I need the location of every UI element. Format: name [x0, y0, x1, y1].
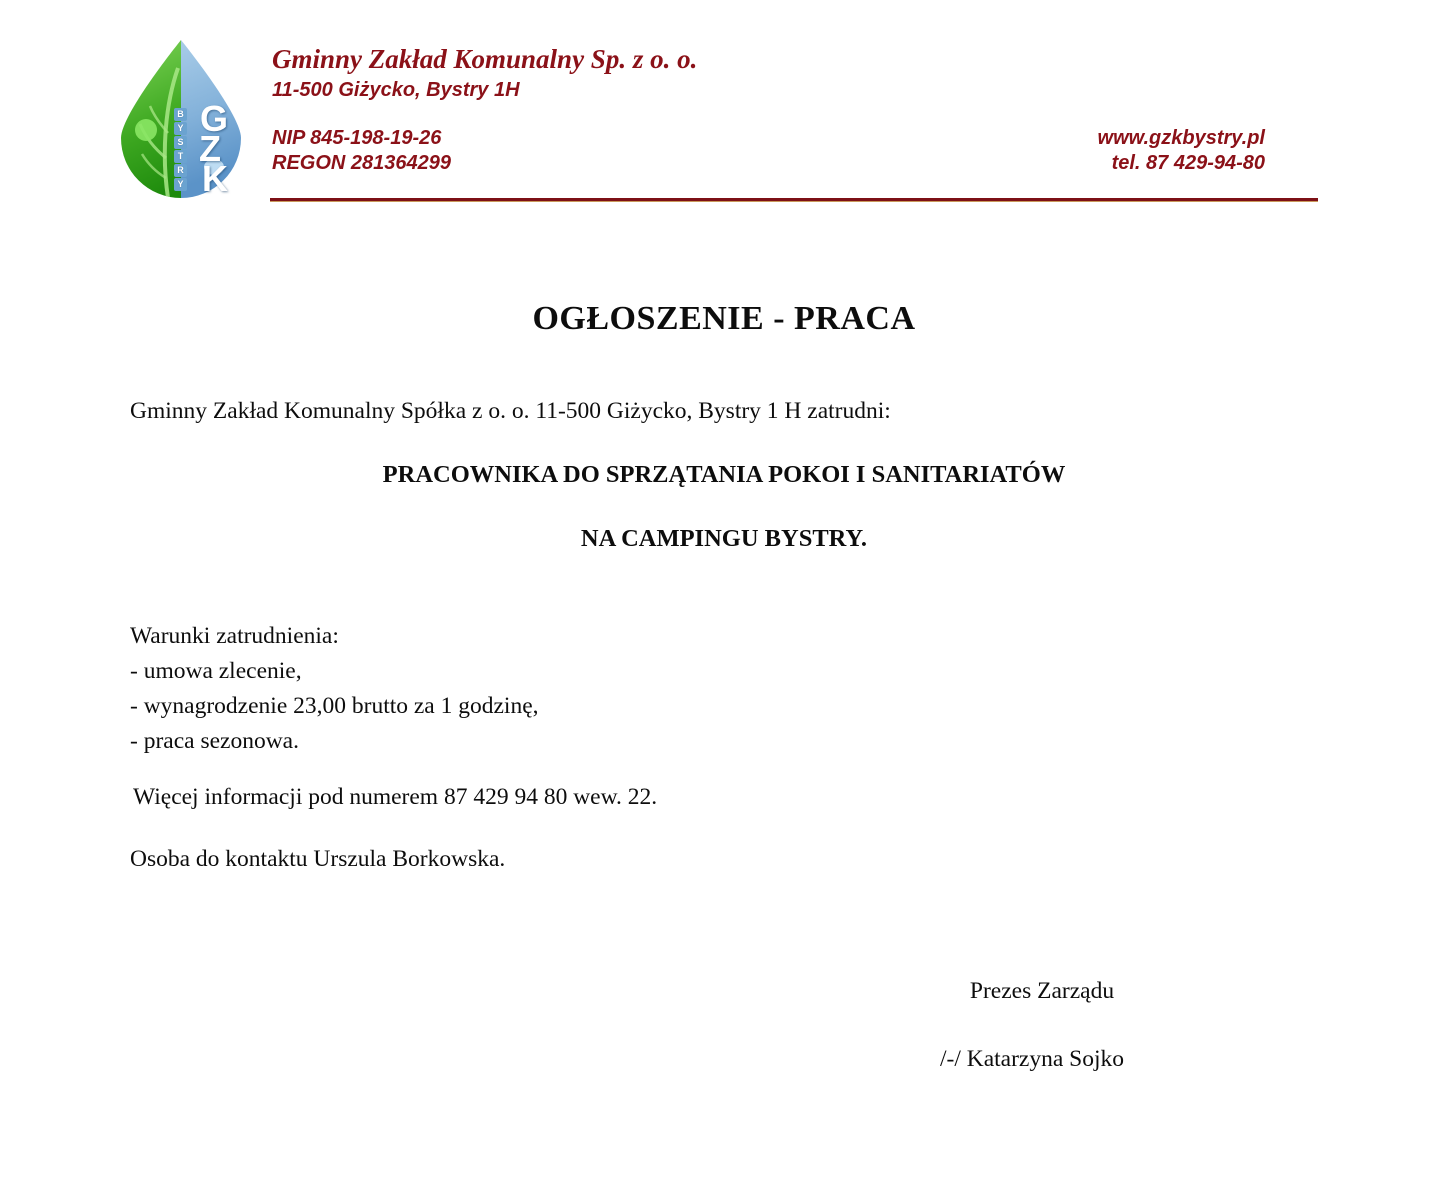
company-phone: tel. 87 429-94-80 [1111, 152, 1265, 174]
signature-title: Prezes Zarządu [969, 978, 1115, 1004]
contact-person: Osoba do kontaktu Urszula Borkowska. [130, 846, 506, 872]
letterhead-divider [270, 198, 1318, 202]
employment-conditions [130, 619, 539, 759]
logo-letters: G Z K [199, 98, 228, 199]
condition-item: - praca sezonowa. [130, 728, 299, 754]
page-title: OGŁOSZENIE - PRACA [532, 300, 916, 337]
position-title-line1: PRACOWNIKA DO SPRZĄTANIA POKOI I SANITARIATÓW [382, 461, 1066, 488]
position-title-line2: NA CAMPINGU BYSTRY. [580, 525, 868, 552]
signature-name: /-/ Katarzyna Sojko [939, 1046, 1125, 1072]
company-nip: NIP 845-198-19-26 [272, 127, 442, 149]
company-ids [272, 126, 451, 176]
letterhead [272, 44, 697, 102]
logo-vertical-text: B Y S T R Y [174, 108, 187, 191]
intro-paragraph: Gminny Zakład Komunalny Spółka z o. o. 11-500 Giżycko, Bystry 1 H zatrudni: [130, 398, 891, 424]
company-website: www.gzkbystry.pl [1097, 127, 1265, 149]
gzk-logo [110, 38, 252, 202]
condition-item: - wynagrodzenie 23,00 brutto za 1 godzinę, [130, 693, 539, 719]
more-info: Więcej informacji pod numerem 87 429 94 80 wew. 22. [133, 784, 658, 810]
company-regon: REGON 281364299 [272, 152, 452, 174]
company-contact [1098, 126, 1265, 176]
company-address: 11-500 Giżycko, Bystry 1H [272, 79, 520, 101]
conditions-heading: Warunki zatrudnienia: [130, 623, 339, 649]
condition-item: - umowa zlecenie, [130, 658, 302, 684]
company-name: Gminny Zakład Komunalny Sp. z o. o. [272, 44, 698, 74]
